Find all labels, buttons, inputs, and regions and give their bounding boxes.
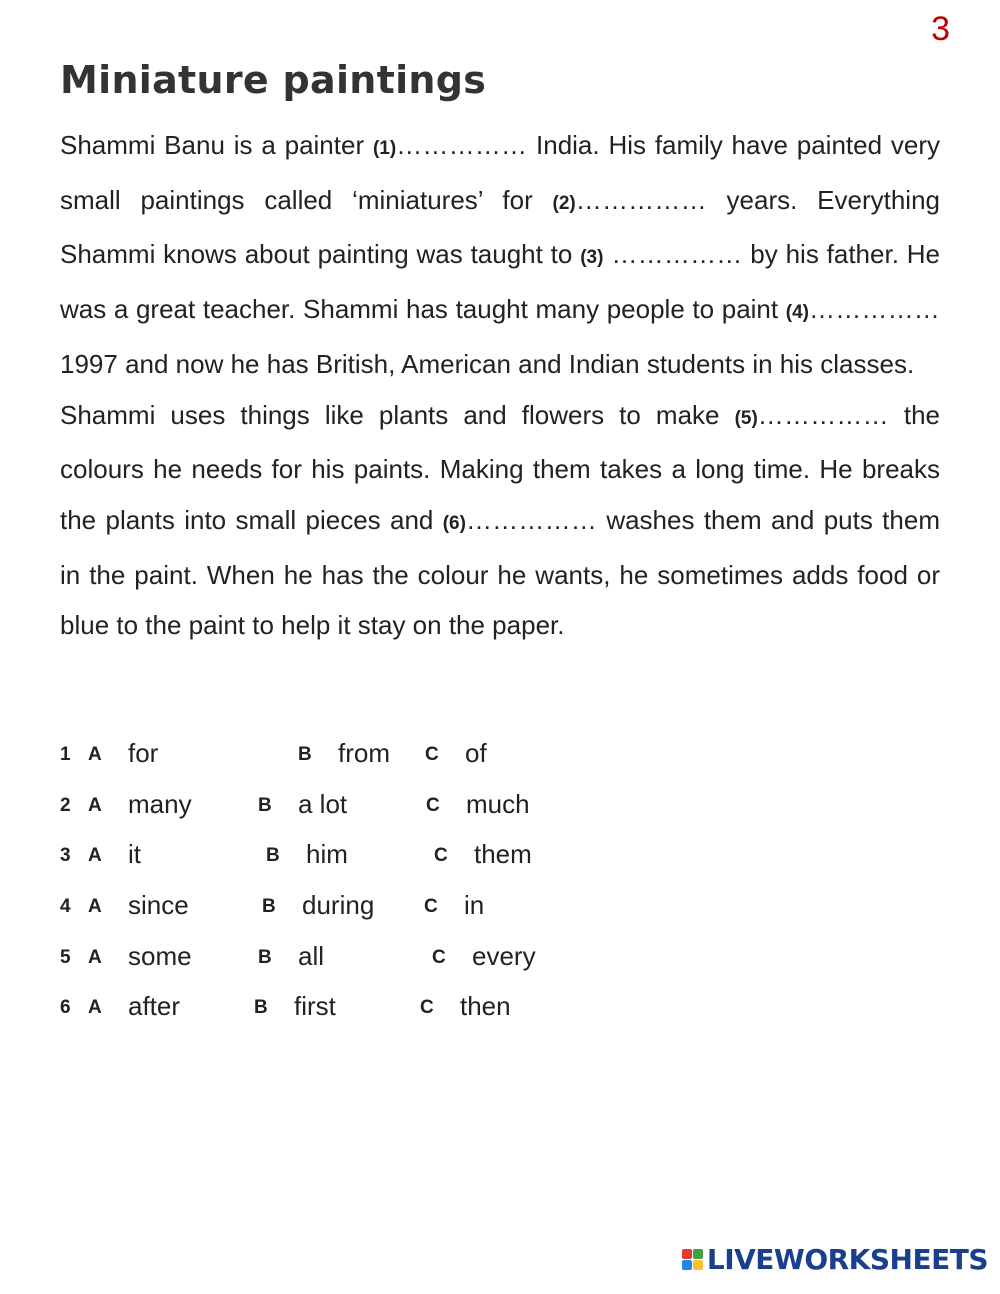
option-b[interactable]: a lot <box>298 788 348 819</box>
question-row <box>60 882 760 933</box>
gap-blank[interactable]: …………… <box>809 294 940 325</box>
option-a[interactable]: after <box>128 991 181 1022</box>
option-letter-b: B <box>266 845 280 867</box>
reading-passage <box>60 120 940 651</box>
option-letter-c: C <box>434 845 448 867</box>
option-a[interactable]: for <box>128 738 159 768</box>
page-title: Miniature paintings <box>60 58 487 102</box>
option-letter-b: B <box>298 744 312 765</box>
option-b[interactable]: first <box>294 991 336 1022</box>
option-letter-b: B <box>254 997 268 1019</box>
logo-square-icon <box>682 1260 692 1270</box>
option-a[interactable]: it <box>128 839 141 870</box>
option-letter-a: A <box>88 946 102 968</box>
question-number: 4 <box>60 896 71 918</box>
passage-text: 1997 and now he has British, American and Indian students in his classes. <box>60 348 915 379</box>
logo-mark-icon <box>682 1249 703 1270</box>
passage-text: years. Everything Shammi knows about painting was taught to <box>60 184 940 270</box>
gap-blank[interactable]: …………… <box>603 239 743 270</box>
gap-number: (1) <box>372 138 397 159</box>
gap-blank[interactable]: …………… <box>757 399 889 430</box>
option-letter-a: A <box>88 845 102 867</box>
option-letter-a: A <box>88 794 102 816</box>
question-row <box>60 933 760 984</box>
passage-text: the colours he needs for his paints. Making them takes a long time. He breaks the plants into small pieces and <box>60 399 940 535</box>
question-number: 5 <box>60 946 71 968</box>
gap-blank[interactable]: …………… <box>465 504 597 535</box>
option-c[interactable]: them <box>474 839 532 870</box>
option-c[interactable]: of <box>465 738 487 768</box>
option-a[interactable]: since <box>128 890 189 921</box>
gap-number: (5) <box>734 407 758 429</box>
option-a[interactable]: some <box>128 940 192 971</box>
option-letter-b: B <box>258 794 272 816</box>
question-number: 2 <box>60 794 71 816</box>
gap-blank[interactable]: …………… <box>575 184 707 215</box>
option-b[interactable]: during <box>302 890 375 921</box>
passage-text: by his father. He was a great teacher. Shammi has taught many people to paint <box>60 239 940 325</box>
passage-text: washes them and puts them in the paint. When he has the colour he wants, he sometimes adds food or blue to the paint to help it stay on the paper. <box>60 504 940 641</box>
logo-square-icon <box>682 1249 692 1259</box>
logo-text: LIVEWORKSHEETS <box>706 1243 988 1276</box>
option-b[interactable]: all <box>298 940 325 971</box>
option-a[interactable]: many <box>128 788 192 819</box>
option-b[interactable]: him <box>306 839 348 870</box>
gap-blank[interactable]: …………… <box>396 130 528 160</box>
passage-text: India. His family have painted very small paintings called ‘miniatures’ for <box>60 130 940 215</box>
option-c[interactable]: in <box>464 890 485 921</box>
question-row <box>60 730 760 781</box>
option-letter-b: B <box>262 896 276 918</box>
question-row <box>60 781 760 832</box>
option-letter-c: C <box>432 946 446 968</box>
logo-square-icon <box>693 1260 703 1270</box>
option-letter-c: C <box>420 997 434 1019</box>
gap-number: (2) <box>552 192 576 214</box>
page-number: 3 <box>931 10 950 48</box>
passage-paragraph-1 <box>60 120 940 390</box>
gap-number: (3) <box>580 247 604 269</box>
passage-text: Shammi uses things like plants and flowers to make <box>60 399 735 430</box>
answer-options <box>60 730 760 1034</box>
option-letter-c: C <box>424 896 438 918</box>
question-row <box>60 831 760 882</box>
option-letter-c: C <box>426 794 440 816</box>
option-letter-a: A <box>88 744 102 765</box>
question-number: 1 <box>60 744 71 765</box>
question-row <box>60 983 760 1034</box>
question-number: 3 <box>60 845 71 867</box>
option-c[interactable]: then <box>460 991 511 1022</box>
passage-text: Shammi Banu is a painter <box>60 130 373 160</box>
option-letter-a: A <box>88 896 102 918</box>
option-c[interactable]: much <box>466 788 530 819</box>
option-b[interactable]: from <box>338 738 390 768</box>
passage-paragraph-2 <box>60 390 940 652</box>
question-number: 6 <box>60 997 71 1019</box>
option-letter-a: A <box>88 997 102 1019</box>
gap-number: (6) <box>442 512 466 534</box>
option-letter-c: C <box>425 744 439 765</box>
option-letter-b: B <box>258 946 272 968</box>
gap-number: (4) <box>785 302 809 324</box>
logo-square-icon <box>693 1249 703 1259</box>
option-c[interactable]: every <box>472 940 536 971</box>
liveworksheets-logo <box>682 1243 988 1276</box>
